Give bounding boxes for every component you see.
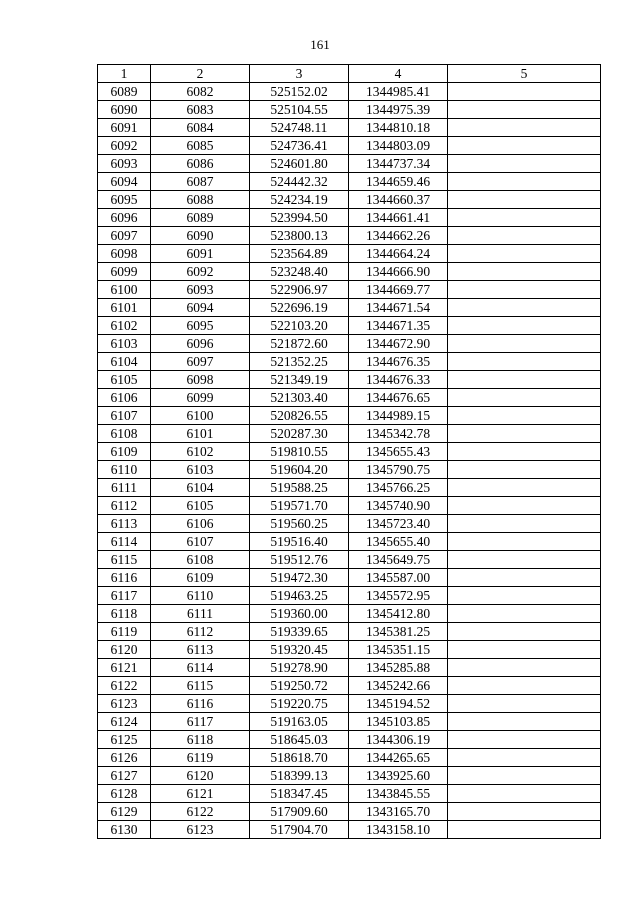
y-coordinate-cell: 1344306.19 [349, 731, 448, 749]
y-coordinate-cell: 1344810.18 [349, 119, 448, 137]
column-header: 2 [151, 65, 250, 83]
x-coordinate-cell: 524736.41 [250, 137, 349, 155]
point-number-cell: 6124 [98, 713, 151, 731]
note-cell [448, 767, 601, 785]
note-cell [448, 227, 601, 245]
x-coordinate-cell: 525152.02 [250, 83, 349, 101]
reference-number-cell: 6117 [151, 713, 250, 731]
y-coordinate-cell: 1345381.25 [349, 623, 448, 641]
table-header-row [98, 65, 601, 83]
point-number-cell: 6100 [98, 281, 151, 299]
table-row [98, 605, 601, 623]
x-coordinate-cell: 519588.25 [250, 479, 349, 497]
y-coordinate-cell: 1345587.00 [349, 569, 448, 587]
page-number: 161 [310, 37, 330, 52]
x-coordinate-cell: 523248.40 [250, 263, 349, 281]
table-row [98, 677, 601, 695]
reference-number-cell: 6097 [151, 353, 250, 371]
table-row [98, 191, 601, 209]
x-coordinate-cell: 523994.50 [250, 209, 349, 227]
point-number-cell: 6094 [98, 173, 151, 191]
y-coordinate-cell: 1344660.37 [349, 191, 448, 209]
x-coordinate-cell: 521349.19 [250, 371, 349, 389]
note-cell [448, 461, 601, 479]
note-cell [448, 749, 601, 767]
point-number-cell: 6093 [98, 155, 151, 173]
point-number-cell: 6105 [98, 371, 151, 389]
reference-number-cell: 6091 [151, 245, 250, 263]
note-cell [448, 677, 601, 695]
y-coordinate-cell: 1344662.26 [349, 227, 448, 245]
note-cell [448, 533, 601, 551]
y-coordinate-cell: 1344661.41 [349, 209, 448, 227]
point-number-cell: 6118 [98, 605, 151, 623]
note-cell [448, 803, 601, 821]
x-coordinate-cell: 518618.70 [250, 749, 349, 767]
point-number-cell: 6089 [98, 83, 151, 101]
y-coordinate-cell: 1344666.90 [349, 263, 448, 281]
y-coordinate-cell: 1344803.09 [349, 137, 448, 155]
coordinates-table [97, 64, 601, 839]
point-number-cell: 6117 [98, 587, 151, 605]
note-cell [448, 173, 601, 191]
note-cell [448, 515, 601, 533]
note-cell [448, 497, 601, 515]
y-coordinate-cell: 1345572.95 [349, 587, 448, 605]
table-row [98, 281, 601, 299]
reference-number-cell: 6110 [151, 587, 250, 605]
reference-number-cell: 6092 [151, 263, 250, 281]
table-row [98, 209, 601, 227]
y-coordinate-cell: 1343925.60 [349, 767, 448, 785]
reference-number-cell: 6120 [151, 767, 250, 785]
column-header: 1 [98, 65, 151, 83]
table-row [98, 299, 601, 317]
point-number-cell: 6106 [98, 389, 151, 407]
point-number-cell: 6112 [98, 497, 151, 515]
x-coordinate-cell: 518347.45 [250, 785, 349, 803]
y-coordinate-cell: 1344671.54 [349, 299, 448, 317]
x-coordinate-cell: 520287.30 [250, 425, 349, 443]
reference-number-cell: 6083 [151, 101, 250, 119]
y-coordinate-cell: 1345194.52 [349, 695, 448, 713]
point-number-cell: 6114 [98, 533, 151, 551]
x-coordinate-cell: 519472.30 [250, 569, 349, 587]
reference-number-cell: 6088 [151, 191, 250, 209]
point-number-cell: 6111 [98, 479, 151, 497]
note-cell [448, 605, 601, 623]
note-cell [448, 83, 601, 101]
table-row [98, 101, 601, 119]
table-row [98, 317, 601, 335]
point-number-cell: 6128 [98, 785, 151, 803]
note-cell [448, 191, 601, 209]
reference-number-cell: 6115 [151, 677, 250, 695]
y-coordinate-cell: 1344975.39 [349, 101, 448, 119]
x-coordinate-cell: 525104.55 [250, 101, 349, 119]
point-number-cell: 6099 [98, 263, 151, 281]
table-row [98, 461, 601, 479]
x-coordinate-cell: 520826.55 [250, 407, 349, 425]
note-cell [448, 623, 601, 641]
y-coordinate-cell: 1344676.35 [349, 353, 448, 371]
reference-number-cell: 6095 [151, 317, 250, 335]
x-coordinate-cell: 519250.72 [250, 677, 349, 695]
x-coordinate-cell: 518399.13 [250, 767, 349, 785]
table-row [98, 263, 601, 281]
reference-number-cell: 6107 [151, 533, 250, 551]
x-coordinate-cell: 519571.70 [250, 497, 349, 515]
point-number-cell: 6091 [98, 119, 151, 137]
note-cell [448, 263, 601, 281]
point-number-cell: 6110 [98, 461, 151, 479]
reference-number-cell: 6094 [151, 299, 250, 317]
table-row [98, 803, 601, 821]
x-coordinate-cell: 522103.20 [250, 317, 349, 335]
note-cell [448, 821, 601, 839]
point-number-cell: 6123 [98, 695, 151, 713]
table-row [98, 137, 601, 155]
reference-number-cell: 6093 [151, 281, 250, 299]
point-number-cell: 6103 [98, 335, 151, 353]
note-cell [448, 299, 601, 317]
column-header: 5 [448, 65, 601, 83]
y-coordinate-cell: 1344989.15 [349, 407, 448, 425]
y-coordinate-cell: 1343845.55 [349, 785, 448, 803]
point-number-cell: 6098 [98, 245, 151, 263]
reference-number-cell: 6111 [151, 605, 250, 623]
x-coordinate-cell: 524748.11 [250, 119, 349, 137]
note-cell [448, 443, 601, 461]
point-number-cell: 6095 [98, 191, 151, 209]
table-body [98, 83, 601, 839]
x-coordinate-cell: 524442.32 [250, 173, 349, 191]
x-coordinate-cell: 519320.45 [250, 641, 349, 659]
reference-number-cell: 6116 [151, 695, 250, 713]
note-cell [448, 569, 601, 587]
x-coordinate-cell: 519163.05 [250, 713, 349, 731]
reference-number-cell: 6082 [151, 83, 250, 101]
y-coordinate-cell: 1344664.24 [349, 245, 448, 263]
point-number-cell: 6126 [98, 749, 151, 767]
point-number-cell: 6104 [98, 353, 151, 371]
reference-number-cell: 6121 [151, 785, 250, 803]
point-number-cell: 6107 [98, 407, 151, 425]
table-row [98, 713, 601, 731]
table-row [98, 587, 601, 605]
x-coordinate-cell: 519810.55 [250, 443, 349, 461]
point-number-cell: 6092 [98, 137, 151, 155]
x-coordinate-cell: 517909.60 [250, 803, 349, 821]
x-coordinate-cell: 519220.75 [250, 695, 349, 713]
y-coordinate-cell: 1343165.70 [349, 803, 448, 821]
note-cell [448, 407, 601, 425]
x-coordinate-cell: 519339.65 [250, 623, 349, 641]
point-number-cell: 6115 [98, 551, 151, 569]
note-cell [448, 317, 601, 335]
table-row [98, 227, 601, 245]
point-number-cell: 6122 [98, 677, 151, 695]
point-number-cell: 6130 [98, 821, 151, 839]
y-coordinate-cell: 1344676.65 [349, 389, 448, 407]
y-coordinate-cell: 1344672.90 [349, 335, 448, 353]
note-cell [448, 479, 601, 497]
point-number-cell: 6097 [98, 227, 151, 245]
reference-number-cell: 6112 [151, 623, 250, 641]
x-coordinate-cell: 523800.13 [250, 227, 349, 245]
table-row [98, 245, 601, 263]
table-row [98, 821, 601, 839]
column-header: 4 [349, 65, 448, 83]
note-cell [448, 641, 601, 659]
reference-number-cell: 6087 [151, 173, 250, 191]
note-cell [448, 587, 601, 605]
reference-number-cell: 6085 [151, 137, 250, 155]
x-coordinate-cell: 519360.00 [250, 605, 349, 623]
reference-number-cell: 6099 [151, 389, 250, 407]
table-row [98, 497, 601, 515]
reference-number-cell: 6119 [151, 749, 250, 767]
y-coordinate-cell: 1345790.75 [349, 461, 448, 479]
x-coordinate-cell: 523564.89 [250, 245, 349, 263]
point-number-cell: 6120 [98, 641, 151, 659]
table-row [98, 785, 601, 803]
y-coordinate-cell: 1343158.10 [349, 821, 448, 839]
x-coordinate-cell: 519512.76 [250, 551, 349, 569]
note-cell [448, 731, 601, 749]
table-row [98, 767, 601, 785]
table-row [98, 443, 601, 461]
reference-number-cell: 6096 [151, 335, 250, 353]
table-row [98, 155, 601, 173]
table-row [98, 371, 601, 389]
point-number-cell: 6101 [98, 299, 151, 317]
note-cell [448, 713, 601, 731]
y-coordinate-cell: 1345723.40 [349, 515, 448, 533]
table-row [98, 515, 601, 533]
point-number-cell: 6102 [98, 317, 151, 335]
table-row [98, 641, 601, 659]
table-row [98, 425, 601, 443]
y-coordinate-cell: 1345242.66 [349, 677, 448, 695]
y-coordinate-cell: 1345655.43 [349, 443, 448, 461]
y-coordinate-cell: 1345766.25 [349, 479, 448, 497]
table-row [98, 83, 601, 101]
reference-number-cell: 6102 [151, 443, 250, 461]
reference-number-cell: 6101 [151, 425, 250, 443]
reference-number-cell: 6104 [151, 479, 250, 497]
point-number-cell: 6129 [98, 803, 151, 821]
y-coordinate-cell: 1345285.88 [349, 659, 448, 677]
note-cell [448, 551, 601, 569]
note-cell [448, 281, 601, 299]
reference-number-cell: 6118 [151, 731, 250, 749]
point-number-cell: 6109 [98, 443, 151, 461]
note-cell [448, 209, 601, 227]
note-cell [448, 353, 601, 371]
reference-number-cell: 6109 [151, 569, 250, 587]
table-row [98, 479, 601, 497]
reference-number-cell: 6114 [151, 659, 250, 677]
note-cell [448, 785, 601, 803]
y-coordinate-cell: 1345342.78 [349, 425, 448, 443]
point-number-cell: 6108 [98, 425, 151, 443]
table-row [98, 623, 601, 641]
table-row [98, 353, 601, 371]
reference-number-cell: 6123 [151, 821, 250, 839]
note-cell [448, 371, 601, 389]
reference-number-cell: 6090 [151, 227, 250, 245]
note-cell [448, 335, 601, 353]
table-row [98, 119, 601, 137]
x-coordinate-cell: 521352.25 [250, 353, 349, 371]
y-coordinate-cell: 1345412.80 [349, 605, 448, 623]
table-row [98, 335, 601, 353]
x-coordinate-cell: 519516.40 [250, 533, 349, 551]
reference-number-cell: 6122 [151, 803, 250, 821]
x-coordinate-cell: 517904.70 [250, 821, 349, 839]
reference-number-cell: 6113 [151, 641, 250, 659]
y-coordinate-cell: 1344985.41 [349, 83, 448, 101]
y-coordinate-cell: 1344676.33 [349, 371, 448, 389]
note-cell [448, 155, 601, 173]
x-coordinate-cell: 524234.19 [250, 191, 349, 209]
x-coordinate-cell: 521303.40 [250, 389, 349, 407]
note-cell [448, 389, 601, 407]
x-coordinate-cell: 524601.80 [250, 155, 349, 173]
table-row [98, 569, 601, 587]
x-coordinate-cell: 519278.90 [250, 659, 349, 677]
point-number-cell: 6119 [98, 623, 151, 641]
reference-number-cell: 6098 [151, 371, 250, 389]
reference-number-cell: 6105 [151, 497, 250, 515]
point-number-cell: 6113 [98, 515, 151, 533]
x-coordinate-cell: 522696.19 [250, 299, 349, 317]
note-cell [448, 425, 601, 443]
y-coordinate-cell: 1344671.35 [349, 317, 448, 335]
point-number-cell: 6125 [98, 731, 151, 749]
reference-number-cell: 6108 [151, 551, 250, 569]
x-coordinate-cell: 518645.03 [250, 731, 349, 749]
table-row [98, 749, 601, 767]
y-coordinate-cell: 1344265.65 [349, 749, 448, 767]
table-row [98, 389, 601, 407]
reference-number-cell: 6089 [151, 209, 250, 227]
y-coordinate-cell: 1345740.90 [349, 497, 448, 515]
note-cell [448, 659, 601, 677]
y-coordinate-cell: 1344659.46 [349, 173, 448, 191]
reference-number-cell: 6084 [151, 119, 250, 137]
table-row [98, 731, 601, 749]
table-row [98, 551, 601, 569]
table-row [98, 407, 601, 425]
table-row [98, 659, 601, 677]
reference-number-cell: 6103 [151, 461, 250, 479]
x-coordinate-cell: 519463.25 [250, 587, 349, 605]
point-number-cell: 6116 [98, 569, 151, 587]
y-coordinate-cell: 1345351.15 [349, 641, 448, 659]
x-coordinate-cell: 519604.20 [250, 461, 349, 479]
note-cell [448, 695, 601, 713]
x-coordinate-cell: 522906.97 [250, 281, 349, 299]
point-number-cell: 6090 [98, 101, 151, 119]
y-coordinate-cell: 1344737.34 [349, 155, 448, 173]
column-header: 3 [250, 65, 349, 83]
table-row [98, 695, 601, 713]
note-cell [448, 245, 601, 263]
x-coordinate-cell: 521872.60 [250, 335, 349, 353]
point-number-cell: 6096 [98, 209, 151, 227]
table-row [98, 173, 601, 191]
table-row [98, 533, 601, 551]
x-coordinate-cell: 519560.25 [250, 515, 349, 533]
y-coordinate-cell: 1345103.85 [349, 713, 448, 731]
y-coordinate-cell: 1345655.40 [349, 533, 448, 551]
note-cell [448, 101, 601, 119]
point-number-cell: 6127 [98, 767, 151, 785]
y-coordinate-cell: 1345649.75 [349, 551, 448, 569]
point-number-cell: 6121 [98, 659, 151, 677]
reference-number-cell: 6086 [151, 155, 250, 173]
reference-number-cell: 6106 [151, 515, 250, 533]
note-cell [448, 119, 601, 137]
reference-number-cell: 6100 [151, 407, 250, 425]
y-coordinate-cell: 1344669.77 [349, 281, 448, 299]
note-cell [448, 137, 601, 155]
